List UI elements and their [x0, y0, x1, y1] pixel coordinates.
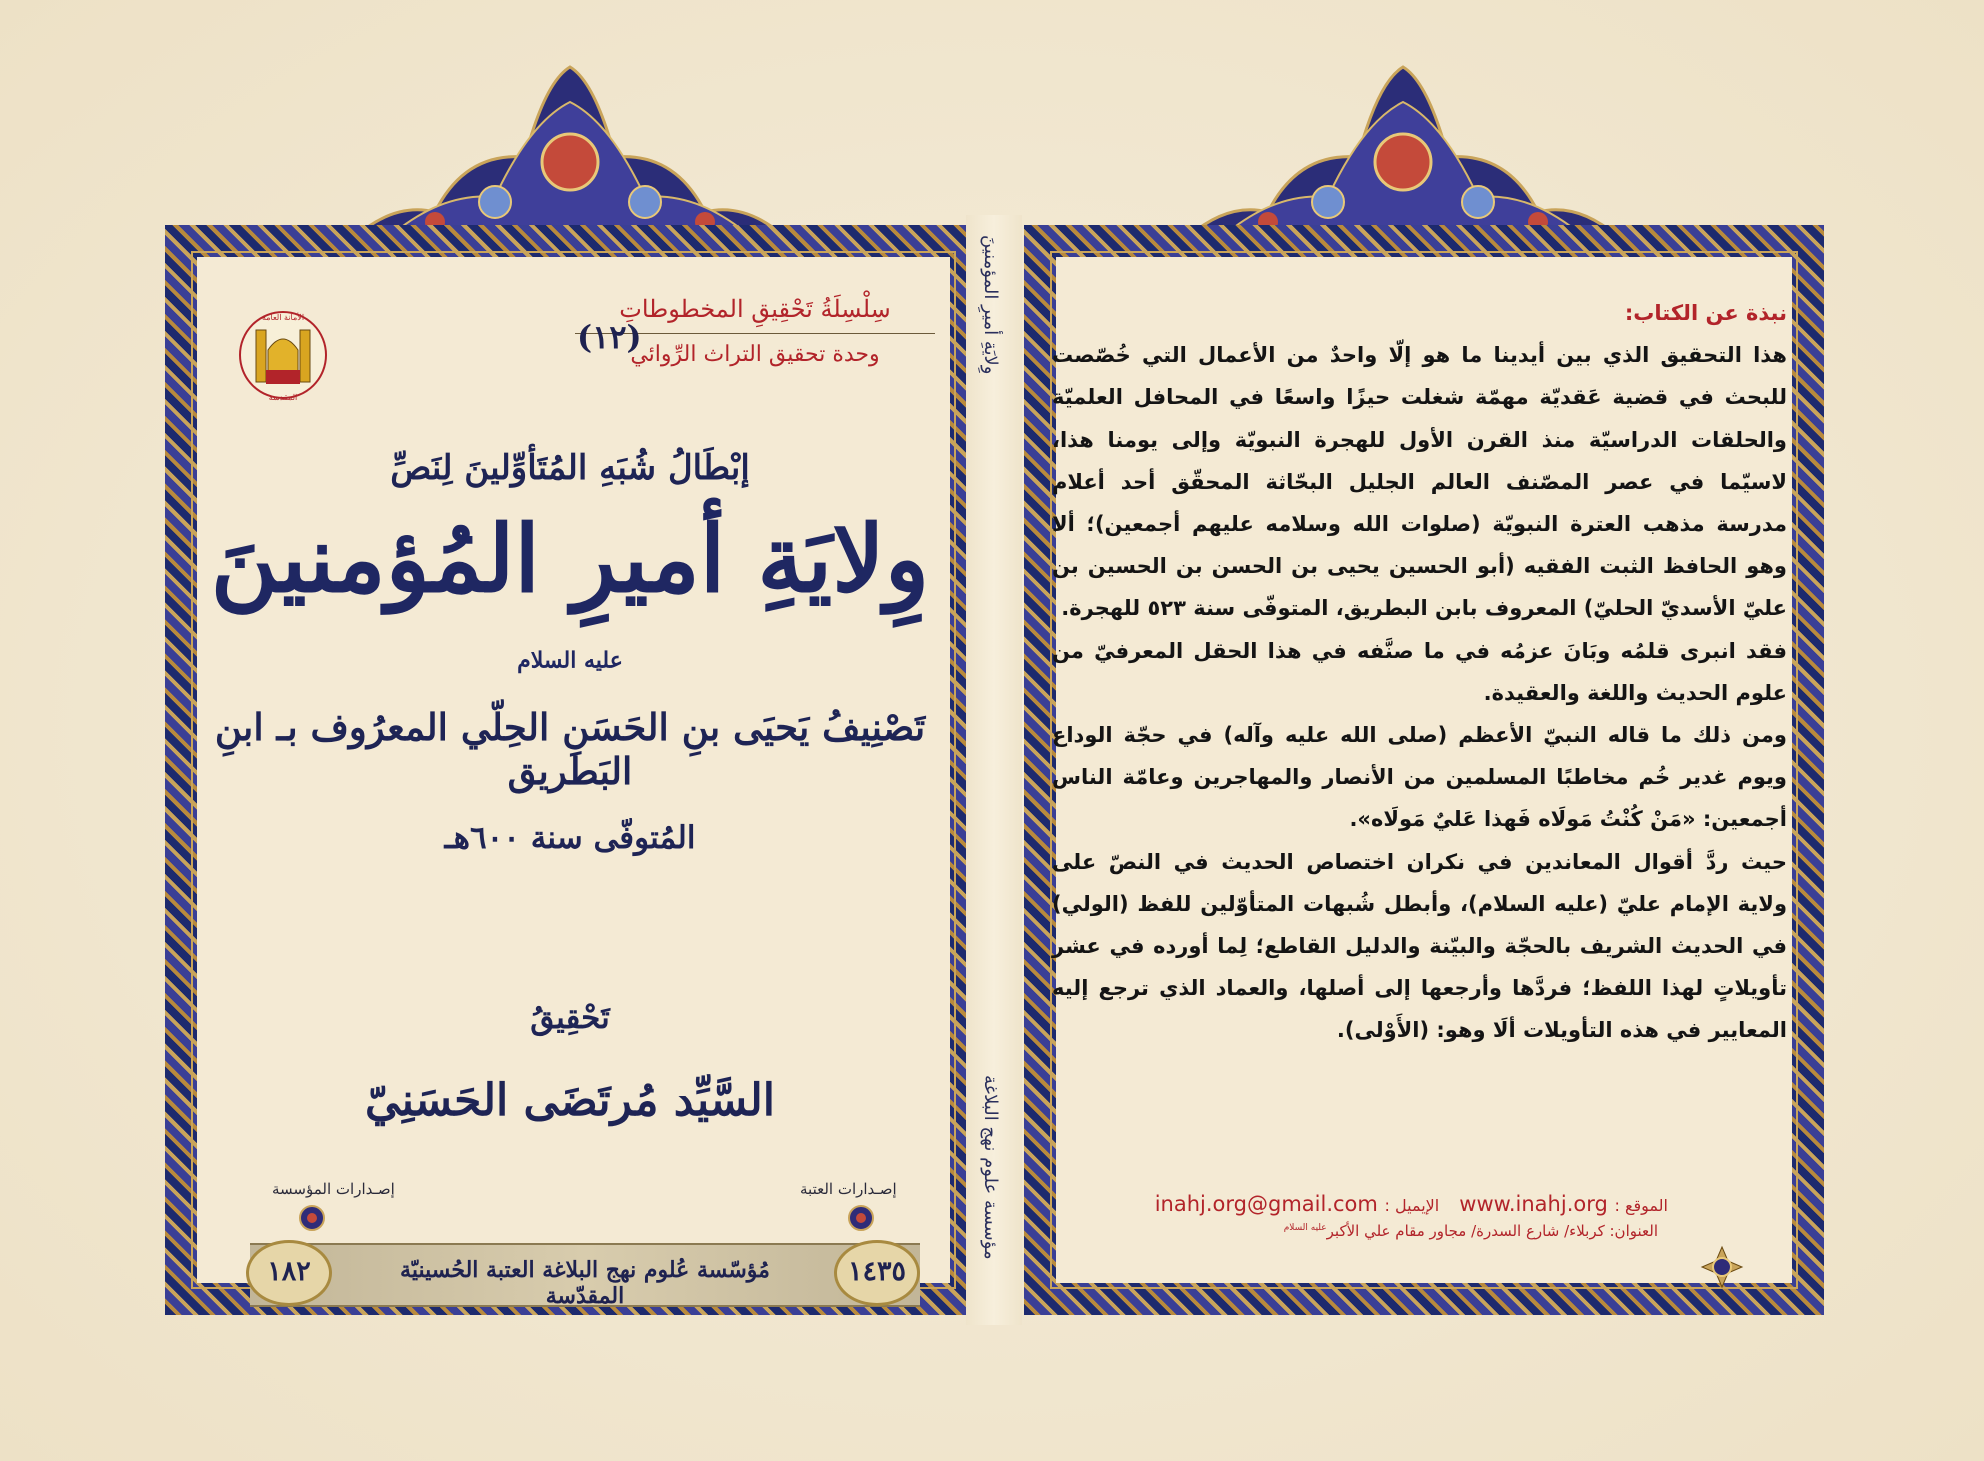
about-paragraph: ومن ذلك ما قاله النبيّ الأعظم (صلى الله عليه وآله) في حجّة الوداع ويوم غدير خُم مخاطبًا المسلمين من الأنصار والمهاجرين وعامّة الناس أجمعين: «مَنْ كُنْتُ مَولَاه فَهذا عَليٌ مَولَاه».: [1052, 723, 1787, 832]
publisher-band-text: مُؤسّسة عُلوم نهج البلاغة العتبة الحُسينيّة المقدّسة: [400, 1257, 770, 1309]
email-link[interactable]: inahj.org@gmail.com: [1154, 1192, 1378, 1216]
shrine-logo: [238, 300, 328, 410]
rosette-icon: [847, 1204, 875, 1232]
series-title: سِلْسِلَةُ تَحْقِيقِ المخطوطاتِ: [575, 295, 935, 334]
about-paragraph: حيث ردَّ أقوال المعاندين في نكران اختصاص الحديث في النصّ على ولاية الإمام عليّ (عليه السلام)، وأبطل شُبهات المتأوّلين للفظ (الولي) في الحديث الشريف بالحجّة والبيّنة والدليل القاطع؛ لِما أورده في عشر تأويلاتٍ لهذا اللفظ؛ فردَّها وأرجعها إلى أصلها، والعماد الذي ترجع إليه المعايير في هذه التأويلات ألَا وهو: (الأَوْلى).: [1052, 849, 1787, 1043]
address-honorific: عليه السلام: [1283, 1223, 1327, 1233]
about-paragraph: هذا التحقيق الذي بين أيدينا ما هو إلّا واحدٌ من الأعمال التي خُصّصت للبحث في قضية عَقديّة مهمّة شغلت حيزًا واسعًا في المحافل العلميّة والحلقات الدراسيّة منذ القرن الأول للهجرة النبويّة وإلى يومنا هذا، لاسيّما في عصر المصّنف العالم الجليل البحّاثة المحقّق أحد أعلام مدرسة مذهب العترة النبويّة (صلوات الله وسلامه عليهم أجمعين)؛ ألا وهو الحافظ الثبت الفقيه (أبو الحسين يحيى بن الحسن بن الحسين بن عليّ الأسديّ الحليّ) المعروف بابن البطريق، المتوفّى سنة ٥٢٣ للهجرة.: [1052, 343, 1787, 621]
website-link[interactable]: www.inahj.org: [1459, 1192, 1608, 1216]
editor-name: السَّيِّد مُرتَضَى الحَسَنِيّ: [364, 1075, 776, 1126]
shrine-publications-label: إصـدارات العتبة: [800, 1180, 897, 1198]
email-label: الإيميل :: [1384, 1196, 1440, 1215]
book-subtitle: إبْطَالُ شُبَهِ المُتَأوِّلينَ لِنَصِّ: [390, 448, 750, 488]
death-year-line: المُتوفّى سنة ٦٠٠هـ: [444, 820, 696, 856]
contact-info: [1060, 1192, 1668, 1240]
book-spine: [966, 215, 1022, 1325]
about-title: نبذة عن الكتاب:: [1624, 301, 1787, 325]
book-main-title: [200, 505, 940, 721]
logo-text-top: الأمانة العامة: [261, 313, 305, 322]
series-unit: وحدة تحقيق التراث الرِّوائي: [630, 342, 880, 367]
spine-title: وِلايَةِ أميرِ المؤمنينَ: [980, 235, 1001, 375]
about-book-section: [1052, 292, 1787, 1052]
ornament-crown-left: [355, 62, 785, 242]
medallion-icon: [1700, 1245, 1744, 1289]
spine-publisher: مؤسسة علوم نهج البلاغة: [980, 1075, 1001, 1260]
ornament-crown-right: [1188, 62, 1618, 242]
logo-text-bottom: المقدسة: [268, 393, 298, 402]
medallion-number-left: ١٨٢: [246, 1240, 332, 1306]
about-paragraph: فقد انبرى قلمُه وبَانَ عزمُه في ما صنَّفه في هذا الحقل المعرفيّ من علوم الحديث واللغة والعقيدة.: [1052, 638, 1787, 705]
contact-address: [1060, 1222, 1658, 1240]
contact-web-email: [1060, 1192, 1668, 1216]
rosette-icon: [298, 1204, 326, 1232]
address-text: العنوان: كربلاء/ شارع السدرة/ مجاور مقام علي الأكبر: [1326, 1222, 1658, 1240]
author-line: تَصْنِيفُ يَحيَى بنِ الحَسَنِ الحِلّي المعرُوف بـ ابنِ البَطريق: [214, 705, 926, 793]
series-number: (١٢): [577, 318, 642, 356]
foundation-publications-label: إصـدارات المؤسسة: [272, 1180, 395, 1198]
honorific-text: عليه السلام: [517, 647, 623, 674]
publisher-band: [250, 1243, 920, 1307]
medallion-number-right: ١٤٣٥: [834, 1240, 920, 1306]
site-label: الموقع :: [1614, 1196, 1668, 1215]
main-title-text: وِلايَةِ أميرِ المُؤمنينَ: [210, 505, 930, 613]
editor-label: تَحْقِيقُ: [530, 1000, 610, 1036]
